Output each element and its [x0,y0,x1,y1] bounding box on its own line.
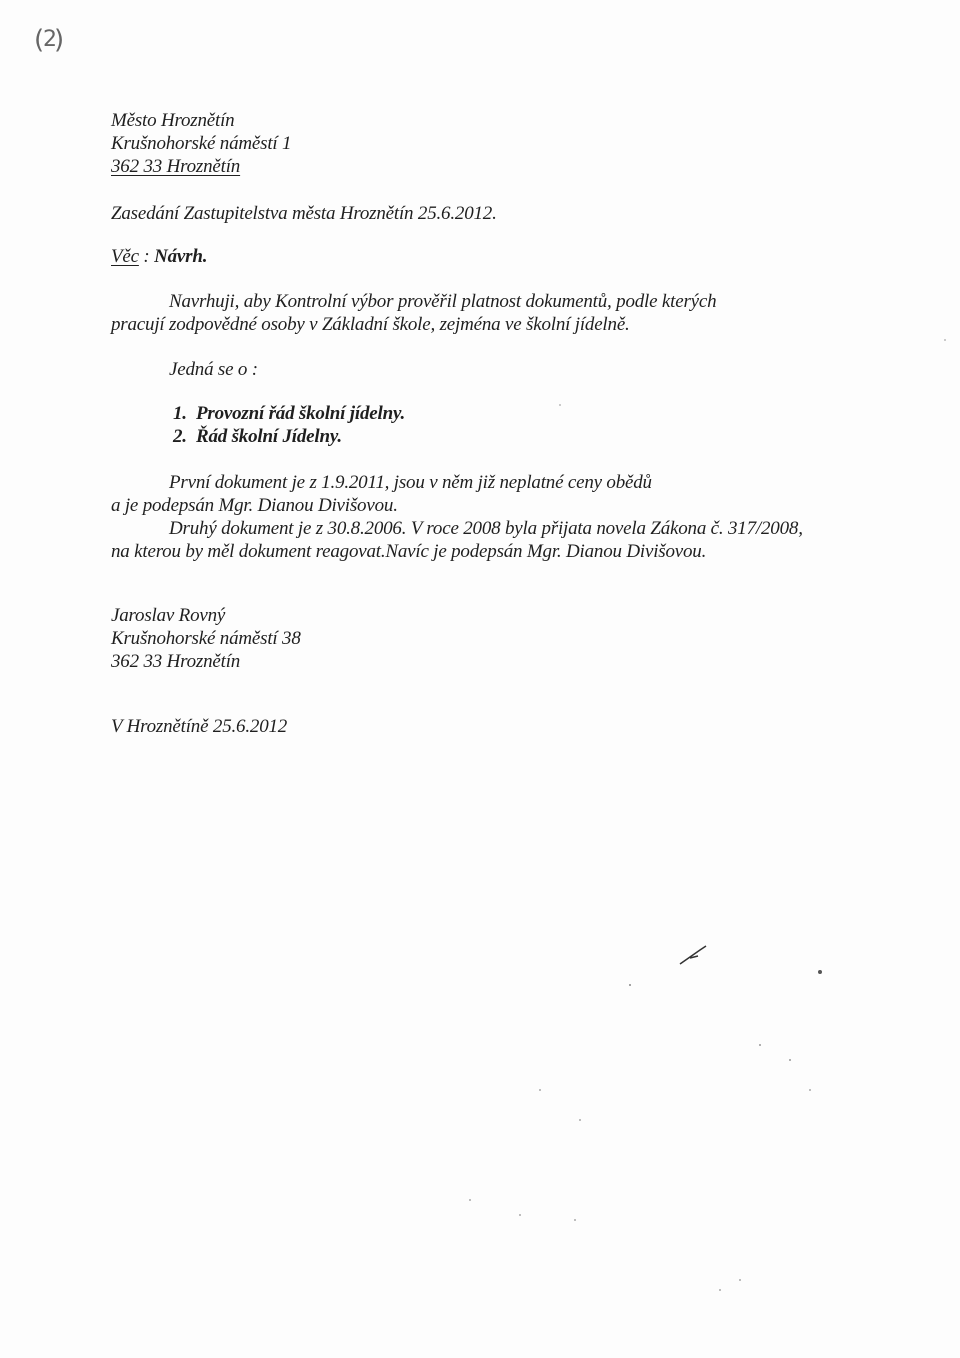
list-item-number: 1. [173,403,187,424]
para3-line-2: na kterou by měl dokument reagovat.Navíc je podepsán Mgr. Dianou Divišovou. [111,541,707,562]
para1-line-1: Navrhuji, aby Kontrolní výbor prověřil platnost dokumentů, podle kterých [169,291,717,312]
subject-line [111,246,207,268]
place-date: V Hroznětíně 25.6.2012 [111,716,288,737]
para2-line-2: a je podepsán Mgr. Dianou Divišovou. [111,495,398,516]
recipient-line-2: Krušnohorské náměstí 1 [111,133,292,154]
recipient-line-1: Město Hroznětín [111,110,235,131]
mark-number: 2 [43,27,57,52]
subject-separator: : [138,246,155,267]
para1-line-2: pracují zodpovědné osoby v Základní škole, zejména ve školní jídelně. [111,314,630,335]
subject-value: Návrh. [154,246,208,267]
para3-line-1: Druhý dokument je z 30.8.2006. V roce 2008 byla přijata novela Zákona č. 317/2008, [169,518,803,539]
list-item-number: 2. [173,426,187,447]
para2-line-1: První dokument je z 1.9.2011, jsou v něm již neplatné ceny obědů [169,472,652,493]
sender-city: 362 33 Hroznětín [111,651,241,672]
list-item [173,403,405,425]
meeting-line: Zasedání Zastupitelstva města Hroznětín 25.6.2012. [111,203,497,224]
list-item [173,426,342,448]
sender-street: Krušnohorské náměstí 38 [111,628,301,649]
mark-paren-right: ) [54,25,65,55]
list-item-text: Provozní řád školní jídelny. [195,403,406,424]
mark-paren-left: ( [34,25,45,55]
subject-label: Věc [111,246,139,267]
handwritten-page-number [34,18,65,62]
recipient-line-3: 362 33 Hroznětín [111,156,241,177]
sender-name: Jaroslav Rovný [111,605,226,626]
pen-stroke-mark [680,946,706,964]
list-item-text: Řád školní Jídelny. [195,426,342,447]
list-intro: Jedná se o : [169,359,258,380]
